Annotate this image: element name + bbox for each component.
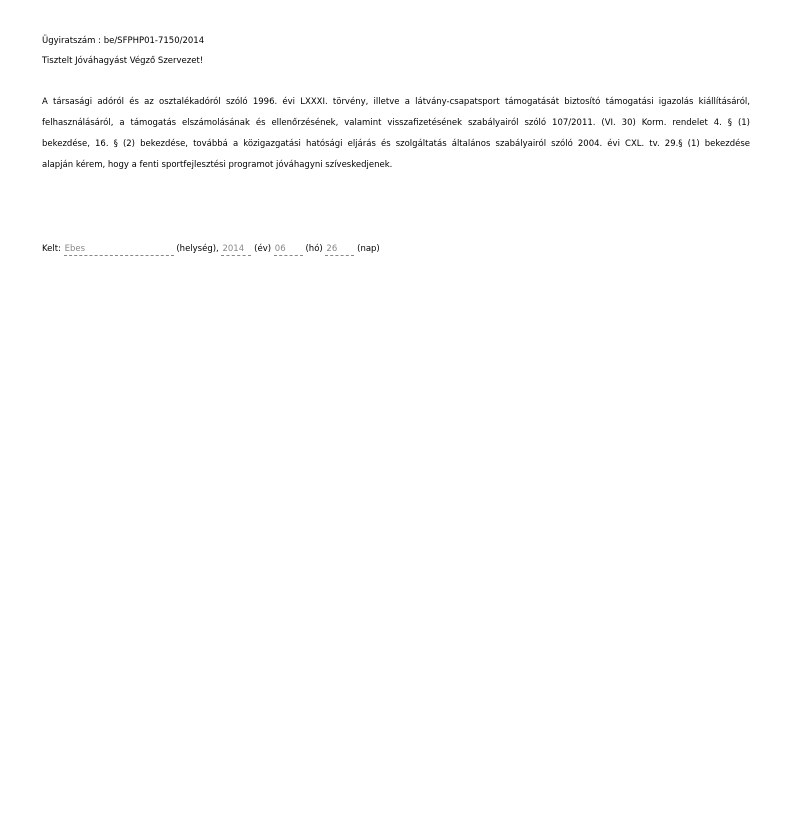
year-field[interactable]: 2014 xyxy=(221,244,251,256)
body-line: felhasználásáról, a támogatás elszámolásának és ellenőrzésének, valamint visszafizetésének szabályairól szóló 107/2011. (VI. 30) Korm. rendelet 4. § (1) xyxy=(42,118,750,128)
body-line: bekezdése, 16. § (2) bekezdése, továbbá a közigazgatási hatósági eljárás és szolgáltatás általános szabályairól szóló 2004. évi CXL. tv. 29.§ (1) bekezdése xyxy=(42,139,750,149)
month-field[interactable]: 06 xyxy=(274,244,303,256)
body-line: alapján kérem, hogy a fenti sportfejlesztési programot jóváhagyni szíveskedjenek. xyxy=(42,160,393,170)
year-suffix: (év) xyxy=(254,244,272,254)
place-field[interactable]: Ebes xyxy=(64,244,174,256)
case-number: Ügyiratszám : be/SFPHP01-7150/2014 xyxy=(42,36,205,46)
body-line: A társasági adóról és az osztalékadóról szóló 1996. évi LXXXI. törvény, illetve a látvány-csapatsport támogatását biztosító támogatási igazolás kiállításáról, xyxy=(42,97,750,107)
month-suffix: (hó) xyxy=(305,244,323,254)
date-label: Kelt: xyxy=(42,244,61,254)
body-paragraph xyxy=(42,95,750,179)
salutation: Tisztelt Jóváhagyást Végző Szervezet! xyxy=(42,56,204,66)
day-suffix: (nap) xyxy=(357,244,380,254)
place-suffix: (helység), xyxy=(176,244,219,254)
signature-line xyxy=(42,243,380,256)
day-field[interactable]: 26 xyxy=(325,244,354,256)
